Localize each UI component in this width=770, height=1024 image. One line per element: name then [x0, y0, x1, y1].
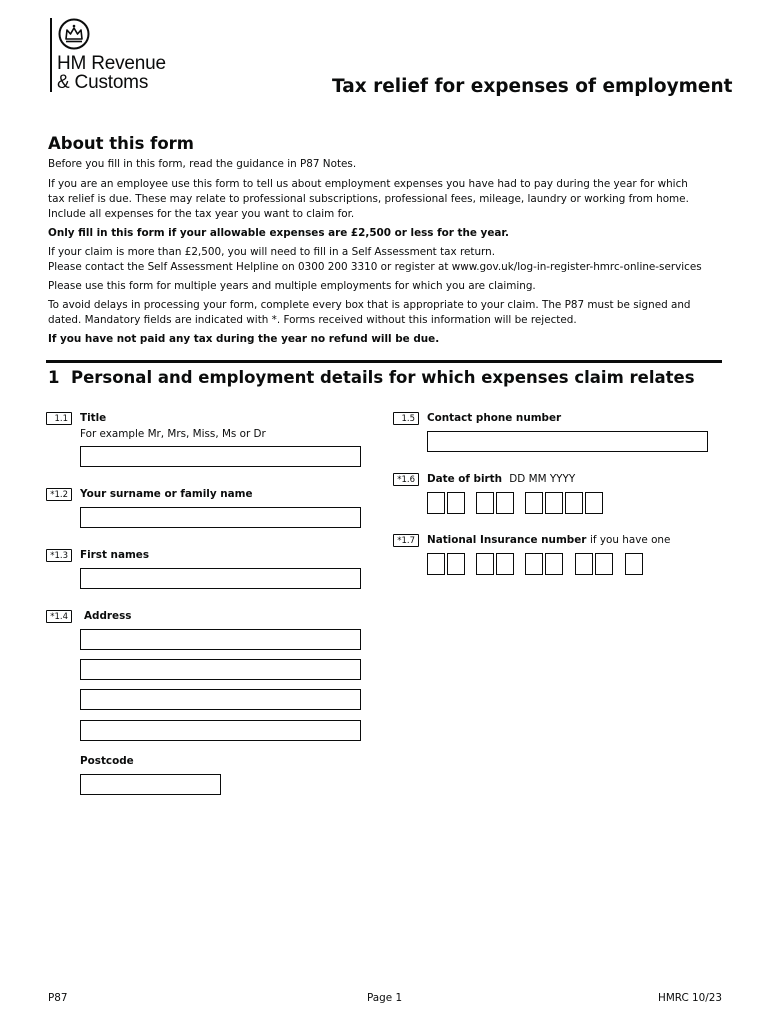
section-1-heading: [48, 368, 695, 387]
dob-day-2[interactable]: [447, 492, 465, 514]
brand-name: HM Revenue & Customs: [57, 53, 166, 93]
nino-label: [427, 534, 670, 546]
footer-form-code: P87: [48, 992, 68, 1004]
dob-year-1[interactable]: [525, 492, 543, 514]
phone-label: Contact phone number: [427, 412, 562, 424]
first-names-input[interactable]: [80, 568, 361, 589]
question-number-1-3: *1.3: [46, 549, 72, 562]
nino-char-7[interactable]: [575, 553, 593, 575]
about-paragraph: To avoid delays in processing your form, complete every box that is appropriate to your claim. The P87 must be signed and: [48, 299, 691, 311]
question-number-1-6: *1.6: [393, 473, 419, 486]
about-paragraph-bold: Only fill in this form if your allowable expenses are £2,500 or less for the year.: [48, 227, 509, 239]
about-paragraph: If you are an employee use this form to tell us about employment expenses you have had to pay during the year for which: [48, 178, 688, 190]
title-hint: For example Mr, Mrs, Miss, Ms or Dr: [80, 428, 266, 440]
dob-month-2[interactable]: [496, 492, 514, 514]
title-input[interactable]: [80, 446, 361, 467]
question-number-1-5: 1.5: [393, 412, 419, 425]
footer-page-number: Page 1: [367, 992, 403, 1004]
first-names-label: First names: [80, 549, 150, 561]
question-number-1-1: 1.1: [46, 412, 72, 425]
section-number: 1: [48, 368, 60, 387]
nino-char-2[interactable]: [447, 553, 465, 575]
nino-char-4[interactable]: [496, 553, 514, 575]
question-number-1-2: *1.2: [46, 488, 72, 501]
about-paragraph: Please contact the Self Assessment Helpline on 0300 200 3310 or register at www.gov.uk/log-in-register-hmrc-online-services: [48, 261, 702, 273]
nino-char-8[interactable]: [595, 553, 613, 575]
postcode-label: Postcode: [80, 755, 134, 767]
about-paragraph-bold: If you have not paid any tax during the year no refund will be due.: [48, 333, 440, 345]
dob-label-text: Date of birth: [427, 473, 503, 485]
nino-label-text: National Insurance number: [427, 534, 587, 546]
nino-char-6[interactable]: [545, 553, 563, 575]
dob-month-1[interactable]: [476, 492, 494, 514]
about-paragraph: Include all expenses for the tax year you want to claim for.: [48, 208, 355, 220]
about-paragraph: Please use this form for multiple years and multiple employments for which you are claiming.: [48, 280, 536, 292]
dob-label: [427, 473, 575, 485]
about-paragraph: dated. Mandatory fields are indicated with *. Forms received without this information will be rejected.: [48, 314, 577, 326]
about-heading: About this form: [48, 134, 194, 153]
dob-year-2[interactable]: [545, 492, 563, 514]
section-divider: [46, 360, 722, 363]
question-number-1-4: *1.4: [46, 610, 72, 623]
form-title: Tax relief for expenses of employment: [332, 76, 733, 97]
about-paragraph: If your claim is more than £2,500, you will need to fill in a Self Assessment tax return.: [48, 246, 496, 258]
address-label: Address: [84, 610, 132, 622]
dob-hint: DD MM YYYY: [509, 473, 576, 485]
dob-year-3[interactable]: [565, 492, 583, 514]
title-label: Title: [80, 412, 107, 424]
nino-char-3[interactable]: [476, 553, 494, 575]
footer-version: HMRC 10/23: [658, 992, 722, 1004]
nino-char-5[interactable]: [525, 553, 543, 575]
nino-char-1[interactable]: [427, 553, 445, 575]
nino-hint: if you have one: [590, 534, 671, 546]
nino-boxes: [427, 553, 644, 575]
about-paragraph: Before you fill in this form, read the guidance in P87 Notes.: [48, 158, 357, 170]
address-line-3-input[interactable]: [80, 689, 361, 710]
address-line-1-input[interactable]: [80, 629, 361, 650]
nino-char-9[interactable]: [625, 553, 643, 575]
dob-day-1[interactable]: [427, 492, 445, 514]
about-paragraph: tax relief is due. These may relate to professional subscriptions, professional fees, mileage, laundry or working from home.: [48, 193, 689, 205]
section-title: Personal and employment details for which expenses claim relates: [70, 368, 695, 387]
royal-crest-icon: [58, 18, 90, 50]
question-number-1-7: *1.7: [393, 534, 419, 547]
address-line-2-input[interactable]: [80, 659, 361, 680]
address-line-4-input[interactable]: [80, 720, 361, 741]
postcode-input[interactable]: [80, 774, 221, 795]
surname-label: Your surname or family name: [80, 488, 253, 500]
dob-boxes: [427, 492, 607, 514]
surname-input[interactable]: [80, 507, 361, 528]
phone-input[interactable]: [427, 431, 708, 452]
logo-rule: [50, 18, 52, 92]
dob-year-4[interactable]: [585, 492, 603, 514]
